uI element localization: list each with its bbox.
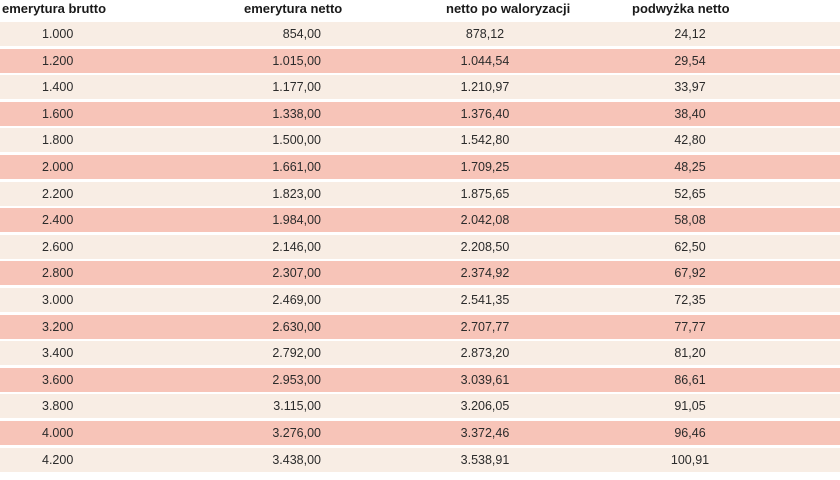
- cell-net-after-indexation: 1.542,80: [460, 133, 510, 148]
- cell-net-pension: 1.177,00: [272, 80, 321, 95]
- cell-net-pension: 2.146,00: [272, 239, 321, 254]
- cell-gross-pension: 3.200: [42, 319, 74, 334]
- cell-gross-pension: 1.800: [42, 133, 74, 148]
- cell-net-increase: 86,61: [674, 372, 706, 387]
- cell-net-pension: 1.338,00: [272, 106, 321, 121]
- cell-net-after-indexation: 1.875,65: [460, 186, 510, 201]
- cell-net-pension: 3.276,00: [272, 425, 321, 440]
- cell-gross-pension: 3.000: [42, 292, 74, 307]
- cell-net-pension: 1.984,00: [272, 213, 321, 228]
- cell-net-after-indexation: 1.210,97: [460, 80, 510, 95]
- table-row: [0, 75, 840, 99]
- cell-net-after-indexation: 2.541,35: [460, 292, 510, 307]
- table-row: [0, 394, 840, 418]
- cell-net-after-indexation: 2.707,77: [460, 319, 510, 334]
- cell-net-pension: 1.661,00: [272, 159, 321, 174]
- cell-net-after-indexation: 3.206,05: [460, 399, 510, 414]
- cell-gross-pension: 1.600: [42, 106, 74, 121]
- cell-net-increase: 72,35: [674, 292, 706, 307]
- cell-net-pension: 1.500,00: [272, 133, 321, 148]
- table-row: [0, 155, 840, 179]
- cell-net-pension: 3.438,00: [272, 452, 321, 467]
- cell-gross-pension: 4.200: [42, 452, 74, 467]
- cell-net-increase: 33,97: [674, 80, 706, 95]
- header-gross-pension: emerytura brutto: [2, 1, 107, 16]
- cell-net-increase: 96,46: [674, 425, 706, 440]
- cell-gross-pension: 3.600: [42, 372, 74, 387]
- table-row: [0, 49, 840, 73]
- table-row: [0, 182, 840, 206]
- cell-net-increase: 91,05: [674, 399, 706, 414]
- cell-net-after-indexation: 2.208,50: [460, 239, 510, 254]
- table-row: [0, 235, 840, 259]
- cell-net-increase: 62,50: [674, 239, 706, 254]
- cell-net-pension: 1.823,00: [272, 186, 321, 201]
- cell-gross-pension: 4.000: [42, 425, 74, 440]
- cell-gross-pension: 2.000: [42, 159, 74, 174]
- cell-net-after-indexation: 1.376,40: [460, 106, 510, 121]
- header-net-increase: podwyżka netto: [632, 1, 730, 16]
- table-row: [0, 22, 840, 46]
- table-row: [0, 208, 840, 232]
- cell-gross-pension: 3.400: [42, 346, 74, 361]
- cell-net-increase: 77,77: [674, 319, 706, 334]
- table-row: [0, 448, 840, 472]
- table-row: [0, 128, 840, 152]
- cell-net-after-indexation: 3.372,46: [460, 425, 510, 440]
- cell-net-after-indexation: 878,12: [465, 27, 505, 41]
- table-row: [0, 315, 840, 339]
- cell-net-after-indexation: 3.039,61: [460, 372, 510, 387]
- table-row: [0, 261, 840, 285]
- cell-gross-pension: 1.000: [42, 27, 74, 41]
- cell-gross-pension: 1.200: [42, 53, 74, 68]
- table-row: [0, 341, 840, 365]
- cell-net-increase: 24,12: [674, 27, 706, 41]
- cell-net-increase: 48,25: [674, 159, 706, 174]
- cell-net-pension: 2.307,00: [272, 266, 321, 281]
- cell-net-pension: 1.015,00: [272, 53, 321, 68]
- cell-net-increase: 29,54: [674, 53, 706, 68]
- cell-gross-pension: 1.400: [42, 80, 74, 95]
- header-net-after-indexation: netto po waloryzacji: [446, 1, 571, 16]
- cell-net-pension: 2.792,00: [272, 346, 321, 361]
- cell-gross-pension: 2.600: [42, 239, 74, 254]
- table-row: [0, 102, 840, 126]
- header-net-pension: emerytura netto: [244, 1, 343, 16]
- cell-net-increase: 58,08: [674, 213, 706, 228]
- cell-net-pension: 854,00: [282, 27, 321, 41]
- cell-net-after-indexation: 3.538,91: [460, 452, 510, 467]
- cell-net-pension: 2.630,00: [272, 319, 321, 334]
- cell-gross-pension: 2.200: [42, 186, 74, 201]
- cell-gross-pension: 2.800: [42, 266, 74, 281]
- cell-net-pension: 2.469,00: [272, 292, 321, 307]
- cell-gross-pension: 3.800: [42, 399, 74, 414]
- table-row: [0, 288, 840, 312]
- cell-net-after-indexation: 1.709,25: [460, 159, 510, 174]
- cell-net-pension: 3.115,00: [273, 399, 321, 414]
- cell-net-increase: 100,91: [670, 452, 710, 467]
- cell-net-increase: 67,92: [674, 266, 706, 281]
- cell-net-increase: 38,40: [674, 106, 706, 121]
- cell-net-increase: 81,20: [674, 346, 706, 361]
- cell-net-after-indexation: 2.042,08: [460, 213, 510, 228]
- cell-net-increase: 52,65: [674, 186, 706, 201]
- table-body: [0, 22, 840, 474]
- cell-net-after-indexation: 1.044,54: [460, 53, 510, 68]
- cell-net-after-indexation: 2.374,92: [460, 266, 510, 281]
- table-row: [0, 421, 840, 445]
- table-header: [0, 0, 840, 20]
- cell-net-increase: 42,80: [674, 133, 706, 148]
- table-row: [0, 368, 840, 392]
- cell-net-after-indexation: 2.873,20: [460, 346, 510, 361]
- cell-gross-pension: 2.400: [42, 213, 74, 228]
- cell-net-pension: 2.953,00: [272, 372, 321, 387]
